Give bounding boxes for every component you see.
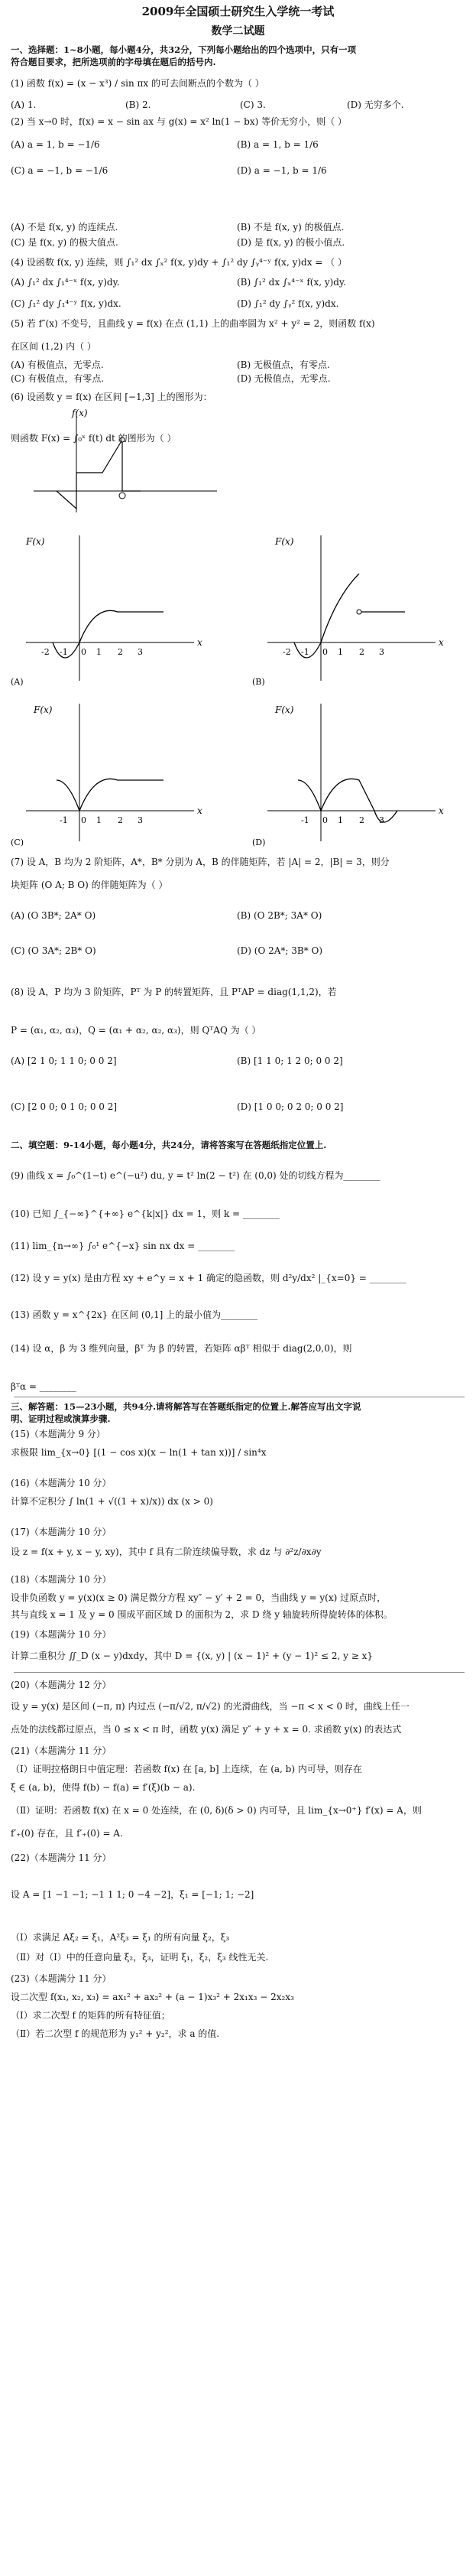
tick-1: 1 xyxy=(96,647,102,657)
q21-line-3: （Ⅱ）证明：若函数 f(x) 在 x = 0 处连续，在 (0, δ)(δ > 0) 内可导，且 lim_{x→0⁺} f′(x) = A，则 xyxy=(11,1805,422,1816)
q1-option-d: (D) 无穷多个. xyxy=(347,99,404,110)
q2-option-b: (B) a = 1, b = 1/6 xyxy=(237,139,319,150)
q7-stem-2: 块矩阵 (O A; B O) 的伴随矩阵为（ ） xyxy=(11,880,168,890)
q6-text: 则函数 F(x) = ∫₀ˣ f(t) dt 的图形为（ ） xyxy=(11,433,176,444)
q6-graph-f xyxy=(11,405,240,520)
q18-line-2: 其与直线 x = 1 及 y = 0 围成平面区域 D 的面积为 2，求 D 绕 y 轴旋转所得旋转体的体积。 xyxy=(11,1609,393,1620)
q1-option-c: (C) 3. xyxy=(240,99,266,110)
q1-stem: (1) 函数 f(x) = (x − x³) / sin πx 的可去间断点的个数为（ ） xyxy=(11,78,264,89)
q18-line-1: 设非负函数 y = y(x)(x ≥ 0) 满足微分方程 xy″ − y′ + 2 = 0，当曲线 y = y(x) 过原点时， xyxy=(11,1592,387,1603)
q20-line-1: 设 y = y(x) 是区间 (−π, π) 内过点 (−π/√2, π/√2) 的光滑曲线，当 −π < x < 0 时，曲线上任一 xyxy=(11,1701,410,1712)
q4-option-a: (A) ∫₁² dx ∫₁⁴⁻ˣ f(x, y)dy. xyxy=(11,277,120,288)
option-a-label: (A) xyxy=(11,677,24,687)
q1-option-a: (A) 1. xyxy=(11,99,37,110)
q7-option-d: (D) (O 2A*; 3B* O) xyxy=(237,945,323,956)
tick-1: 1 xyxy=(96,815,102,825)
q5-option-c: (C) 有极值点，有零点. xyxy=(11,373,105,384)
q21-line-4: f′₊(0) 存在，且 f′₊(0) = A. xyxy=(11,1828,123,1839)
tick-0: 0 xyxy=(322,815,328,825)
q15-header: (15)（本题满分 9 分） xyxy=(11,1429,105,1439)
tick-3: 3 xyxy=(379,815,384,825)
q7-option-b: (B) (O 2B*; 3A* O) xyxy=(237,910,322,921)
tick-1: 1 xyxy=(338,815,343,825)
q19: 计算二重积分 ∬_D (x − y)dxdy，其中 D = {(x, y) | (x − 1)² + (y − 1)² ≤ 2, y ≥ x} xyxy=(11,1651,373,1661)
q9: (9) 曲线 x = ∫₀^(1−t) e^(−u²) du, y = t² ln(2 − t²) 在 (0,0) 处的切线方程为________ xyxy=(11,1170,380,1181)
q5-option-a: (A) 有极值点，无零点. xyxy=(11,359,104,370)
q7-stem: (7) 设 A，B 均为 2 阶矩阵，A*，B* 分别为 A，B 的伴随矩阵，若 |A| = 2，|B| = 3，则分 xyxy=(11,857,390,867)
q8-stem-2: P = (α₁, α₂, α₃)，Q = (α₁ + α₂, α₂, α₃)，则 QᵀAQ 为（ ） xyxy=(11,1025,261,1036)
F-curve xyxy=(53,610,164,658)
q17: 设 z = f(x + y, x − y, xy)，其中 f 具有二阶连续偏导数，求 dz 与 ∂²z/∂x∂y xyxy=(11,1547,322,1557)
q7-option-c: (C) (O 3A*; 2B* O) xyxy=(11,945,96,956)
fx-label: f(x) xyxy=(72,408,88,418)
Fx-label: F(x) xyxy=(34,704,53,715)
q8-option-d: (D) [1 0 0; 0 2 0; 0 0 2] xyxy=(237,1101,344,1112)
option-b-label: (B) xyxy=(252,677,265,687)
q23-header: (23)（本题满分 11 分） xyxy=(11,1973,112,1984)
q4-option-c: (C) ∫₁² dy ∫₁⁴⁻ʸ f(x, y)dx. xyxy=(11,298,121,309)
q7-option-a: (A) (O 3B*; 2A* O) xyxy=(11,910,96,921)
q6-option-c-graph xyxy=(11,696,209,849)
option-c-label: (C) xyxy=(11,838,24,847)
q2-option-a: (A) a = 1, b = −1/6 xyxy=(11,139,100,150)
q22-line-1: 设 A = [1 −1 −1; −1 1 1; 0 −4 −2]，ξ₁ = [−1; 1; −2] xyxy=(11,1889,254,1900)
tick-0: 0 xyxy=(81,815,86,825)
Fx-label: F(x) xyxy=(275,704,294,715)
q21-header: (21)（本题满分 11 分） xyxy=(11,1745,112,1756)
F-curve xyxy=(57,779,164,811)
q5-option-d: (D) 无极值点，无零点. xyxy=(237,373,331,384)
q3-option-b: (B) 不是 f(x, y) 的极值点. xyxy=(237,222,345,233)
exam-subtitle: 数学二试题 xyxy=(211,25,265,37)
tick-3: 3 xyxy=(379,647,384,657)
tick-0: 0 xyxy=(322,647,328,657)
page-divider xyxy=(14,1672,465,1673)
q22-line-3: （Ⅱ）对（Ⅰ）中的任意向量 ξ₂，ξ₃，证明 ξ₁，ξ₂，ξ₃ 线性无关. xyxy=(11,1952,269,1963)
q14: (14) 设 α，β 为 3 维列向量，βᵀ 为 β 的转置，若矩阵 αβᵀ 相似于 diag(2,0,0)，则 xyxy=(11,1343,352,1354)
Fx-label: F(x) xyxy=(275,536,294,547)
q16: 计算不定积分 ∫ ln(1 + √((1 + x)/x)) dx (x > 0) xyxy=(11,1496,213,1507)
q17-header: (17)（本题满分 10 分） xyxy=(11,1527,112,1537)
q21-line-1: （Ⅰ）证明拉格朗日中值定理：若函数 f(x) 在 [a, b] 上连续，在 (a, b) 内可导，则存在 xyxy=(11,1764,362,1774)
q22-line-2: （Ⅰ）求满足 Aξ₂ = ξ₁，A²ξ₃ = ξ₁ 的所有向量 ξ₂，ξ₃ xyxy=(11,1932,230,1943)
tick-2: 2 xyxy=(118,815,123,825)
q18-header: (18)（本题满分 10 分） xyxy=(11,1574,112,1585)
q21-line-2: ξ ∈ (a, b)，使得 f(b) − f(a) = f′(ξ)(b − a). xyxy=(11,1782,196,1793)
Fx-label: F(x) xyxy=(26,536,45,547)
tick-neg1: -1 xyxy=(60,815,68,825)
q20-header: (20)（本题满分 12 分） xyxy=(11,1680,112,1690)
q19-header: (19)（本题满分 10 分） xyxy=(11,1629,112,1640)
q8-option-a: (A) [2 1 0; 1 1 0; 0 0 2] xyxy=(11,1055,117,1066)
q3-option-d: (D) 是 f(x, y) 的极小值点. xyxy=(237,237,345,248)
q6-option-b-graph xyxy=(252,528,451,688)
section-three-heading-2: 明、证明过程或演算步骤. xyxy=(11,1413,111,1424)
q8-option-c: (C) [2 0 0; 0 1 0; 0 0 2] xyxy=(11,1101,118,1112)
q13: (13) 函数 y = x^{2x} 在区间 (0,1] 上的最小值为________ xyxy=(11,1309,258,1320)
q15: 求极限 lim_{x→0} [(1 − cos x)(x − ln(1 + tan x))] / sin⁴x xyxy=(11,1447,267,1458)
tick-neg1: -1 xyxy=(60,647,68,657)
q2-option-c: (C) a = −1, b = −1/6 xyxy=(11,165,108,176)
exam-title: 2009年全国硕士研究生入学统一考试 xyxy=(141,5,335,18)
tick-neg2: -2 xyxy=(41,647,50,657)
q12: (12) 设 y = y(x) 是由方程 xy + e^y = x + 1 确定的隐函数，则 d²y/dx² |_{x=0} = ________ xyxy=(11,1273,406,1283)
tick-neg2: -2 xyxy=(283,647,291,657)
F-curve xyxy=(294,574,359,658)
x-label: x xyxy=(197,637,202,648)
q20-line-2: 点处的法线都过原点，当 0 ≤ x < π 时，函数 y(x) 满足 y″ + y + x = 0. 求函数 y(x) 的表达式 xyxy=(11,1724,402,1735)
q4-option-d: (D) ∫₁² dy ∫ᵧ² f(x, y)dx. xyxy=(237,298,339,309)
tick-neg1: -1 xyxy=(301,647,309,657)
q11: (11) lim_{n→∞} ∫₀¹ e^{−x} sin nx dx = ________ xyxy=(11,1241,235,1251)
q14-b: βᵀα = ________ xyxy=(11,1381,76,1392)
x-label: x xyxy=(197,805,202,816)
tick-neg1: -1 xyxy=(301,815,309,825)
x-label: x xyxy=(439,637,444,648)
q6-option-a-graph xyxy=(11,528,209,688)
q10: (10) 已知 ∫_{−∞}^{+∞} e^{k|x|} dx = 1，则 k = ________ xyxy=(11,1208,280,1219)
q23-line-1: 设二次型 f(x₁, x₂, x₃) = ax₁² + ax₂² + (a − 1)x₃² + 2x₁x₃ − 2x₂x₃ xyxy=(11,1992,294,2002)
option-d-label: (D) xyxy=(252,838,266,847)
x-label: x xyxy=(439,805,444,816)
q4-option-b: (B) ∫₁² dx ∫ₓ⁴⁻ˣ f(x, y)dy. xyxy=(237,277,346,288)
q5-stem: (5) 若 f″(x) 不变号，且曲线 y = f(x) 在点 (1,1) 上的曲率圆为 x² + y² = 2，则函数 f(x) xyxy=(11,318,375,329)
q3-option-c: (C) 是 f(x, y) 的极大值点. xyxy=(11,237,118,248)
section-one-heading: 一、选择题：1~8小题，每小题4分，共32分，下列每小题给出的四个选项中，只有一项 xyxy=(11,44,357,55)
q5-option-b: (B) 无极值点，有零点. xyxy=(237,359,330,370)
open-dot-2 xyxy=(119,493,125,499)
q6-stem: (6) 设函数 y = f(x) 在区间 [−1,3] 上的图形为： xyxy=(11,392,212,402)
section-three-heading: 三、解答题：15—23小题，共94分.请将解答写在答题纸指定的位置上.解答应写出文字说 xyxy=(11,1401,361,1412)
f-curve xyxy=(57,440,141,509)
q16-header: (16)（本题满分 10 分） xyxy=(11,1478,112,1488)
tick-3: 3 xyxy=(138,815,143,825)
q2-stem: (2) 当 x→0 时，f(x) = x − sin ax 与 g(x) = x² ln(1 − bx) 等价无穷小，则（ ） xyxy=(11,116,347,127)
q5-stem-2: 在区间 (1,2) 内（ ） xyxy=(11,341,96,352)
q23-line-3: （Ⅱ）若二次型 f 的规范形为 y₁² + y₂²，求 a 的值. xyxy=(11,2028,220,2039)
section-one-heading-2: 符合题目要求，把所选项前的字母填在题后的括号内. xyxy=(11,57,216,67)
q8-option-b: (B) [1 1 0; 1 2 0; 0 0 2] xyxy=(237,1055,343,1066)
tick-2: 2 xyxy=(359,815,364,825)
q8-stem: (8) 设 A，P 均为 3 阶矩阵，Pᵀ 为 P 的转置矩阵，且 PᵀAP = diag(1,1,2)，若 xyxy=(11,987,337,997)
open-dot xyxy=(357,610,361,614)
section-two-heading: 二、填空题：9-14小题，每小题4分，共24分，请将答案写在答题纸指定位置上. xyxy=(11,1140,327,1150)
tick-0: 0 xyxy=(81,647,86,657)
q3-option-a: (A) 不是 f(x, y) 的连续点. xyxy=(11,222,118,233)
q22-header: (22)（本题满分 11 分） xyxy=(11,1852,112,1863)
q6-option-d-graph xyxy=(252,696,451,849)
tick-2: 2 xyxy=(118,647,123,657)
tick-2: 2 xyxy=(359,647,364,657)
q1-option-b: (B) 2. xyxy=(125,99,151,110)
tick-1: 1 xyxy=(338,647,343,657)
q23-line-2: （Ⅰ）求二次型 f 的矩阵的所有特征值； xyxy=(11,2010,170,2021)
tick-3: 3 xyxy=(138,647,143,657)
q2-option-d: (D) a = −1, b = 1/6 xyxy=(237,165,327,176)
q4-stem: (4) 设函数 f(x, y) 连续，则 ∫₁² dx ∫ₓ² f(x, y)dy + ∫₁² dy ∫ᵧ⁴⁻ʸ f(x, y)dx = （ ） xyxy=(11,257,347,268)
